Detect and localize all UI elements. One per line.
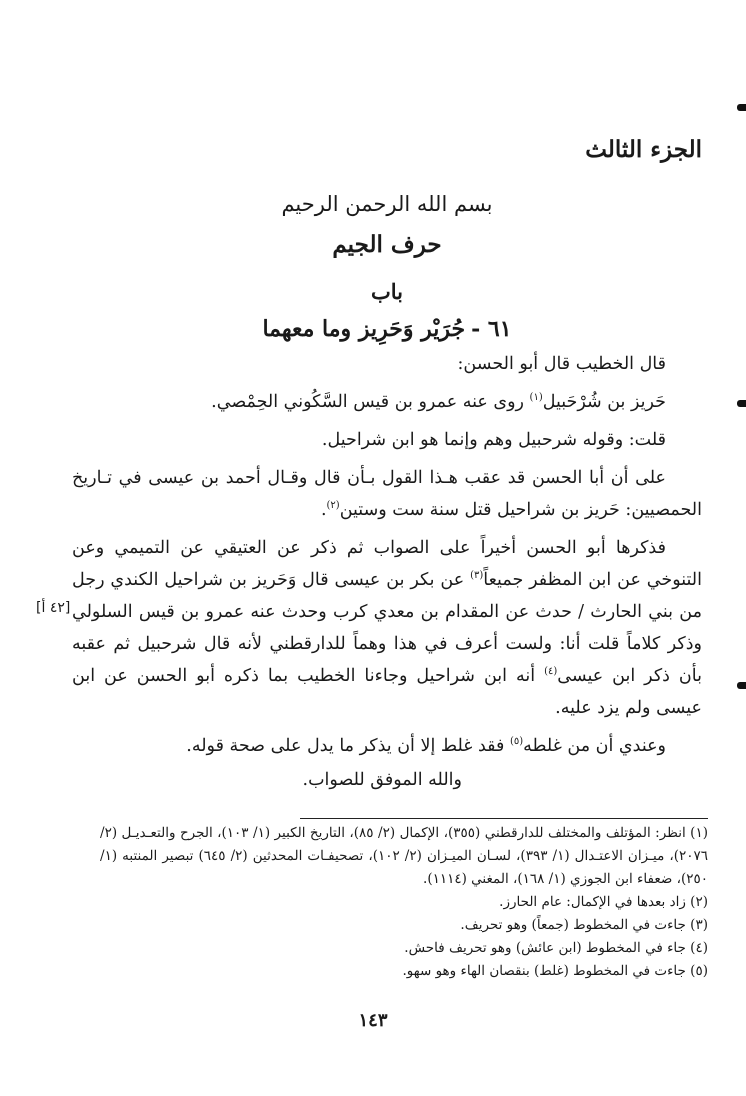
footnote-divider — [300, 818, 708, 819]
edge-mark-bottom — [737, 682, 746, 689]
footnote-ref-1: (١) — [529, 392, 543, 404]
paragraph-2-wrap — [36, 532, 702, 724]
paragraph-2-text-a: فذكرها أبو الحسن أخيراً على الصواب ثم ذكر عن العتيقي عن التميمي وعن التنوخي عن ابن المظفر جميعاً — [72, 538, 702, 590]
entry-title-text: جُرَيْر وَحَرِيز وما معهما — [262, 316, 466, 342]
footnote-ref-2: (٢) — [326, 500, 340, 512]
text-line-intro: قال الخطيب قال أبو الحسن: — [457, 354, 666, 374]
entry-number: ٦١ - — [471, 316, 512, 342]
footnote-4: (٤) جاء في المخطوط (ابن عائش) وهو تحريف فاحش. — [404, 940, 708, 956]
footnote-ref-4: (٤) — [544, 666, 558, 678]
paragraph-2 — [72, 532, 702, 724]
letter-title: حرف الجيم — [332, 231, 442, 258]
bab-heading: باب — [370, 279, 403, 304]
footnote-5: (٥) جاءت في المخطوط (غلط) بنقصان الهاء وهو سهو. — [402, 963, 708, 979]
page-body — [36, 130, 702, 814]
paragraph-3-text-a: وعندي أن من غلطه — [523, 736, 666, 756]
text-line-comment: قلت: وقوله شرحبيل وهم وإنما هو ابن شراحيل. — [321, 430, 666, 450]
footnote-3: (٣) جاءت في المخطوط (جمعاً) وهو تحريف. — [460, 917, 708, 933]
basmala: بسم الله الرحمن الرحيم — [281, 192, 493, 216]
closing-line: والله الموفق للصواب. — [302, 770, 462, 790]
paragraph-2-text-c: أنه ابن شراحيل وجاءنا الخطيب بما ذكره أبو الحسن عن ابن عيسى ولم يزد عليه. — [72, 666, 702, 718]
manuscript-folio-marker: [٤٢ أ] — [36, 600, 71, 616]
paragraph-3-text-b: فقد غلط إلا أن يذكر ما يدل على صحة قوله. — [186, 736, 510, 756]
footnotes — [100, 822, 708, 983]
footnote-2: (٢) زاد بعدها في الإكمال: عام الحارز. — [499, 894, 708, 910]
paragraph-1-end: . — [320, 500, 327, 520]
paragraph-1 — [72, 462, 702, 526]
hariz-name: حَريز بن شُرْحَبيل — [542, 392, 666, 412]
footnote-1: (١) انظر: المؤتلف والمختلف للدارقطني (٣٥٥)، الإكمال (٢/ ٨٥)، التاريخ الكبير (١/ ١٠٣)، الجرح والتعـديـل (٢/ ٢٠٧٦)، ميـزان الاعتـدال (١/ ٣٩٣)، لسـان الميـزان (٢/ ١٠٢)، تصحيفـات المحدثين (٢/ ٦٤٥) تبصير المنتبه (١/ ٢٥٠)، ضعفاء ابن الجوزي (١/ ١٦٨)، المغني (١١١٤). — [100, 825, 709, 887]
text-line-hariz — [72, 386, 702, 418]
footnote-ref-5: (٥) — [509, 736, 524, 748]
footnote-ref-3: (٣) — [470, 570, 484, 582]
paragraph-1-text: على أن أبا الحسن قد عقب هـذا القول بـأن قال وقـال أحمد بن عيسى في تـاريخ الحمصيين: حَريز بن شراحيل قتل سنة ست وستين — [72, 468, 702, 520]
part-title: الجزء الثالث — [585, 136, 702, 163]
paragraph-2-text-b: عن بكر بن عيسى قال وَحَريز بن شراحيل الكندي رجل من بني الحارث / حدث عن المقدام بن معدي كرب وحدث عنه عمرو بن قيس السلولي وذكر كلاماً قلت أنا: ولست أعرف في هذا وهماً للدارقطني لأنه قال شرحبيل ثم عقبه بأن ذكر ابن عيسى — [72, 570, 702, 686]
edge-mark-top — [737, 104, 746, 111]
entry-title — [72, 310, 702, 348]
edge-mark-middle — [737, 400, 746, 407]
paragraph-3 — [72, 730, 702, 762]
hariz-rest: روى عنه عمرو بن قيس السَّكُوني الحِمْصي. — [211, 392, 530, 412]
page-number: ١٤٣ — [358, 1010, 388, 1031]
